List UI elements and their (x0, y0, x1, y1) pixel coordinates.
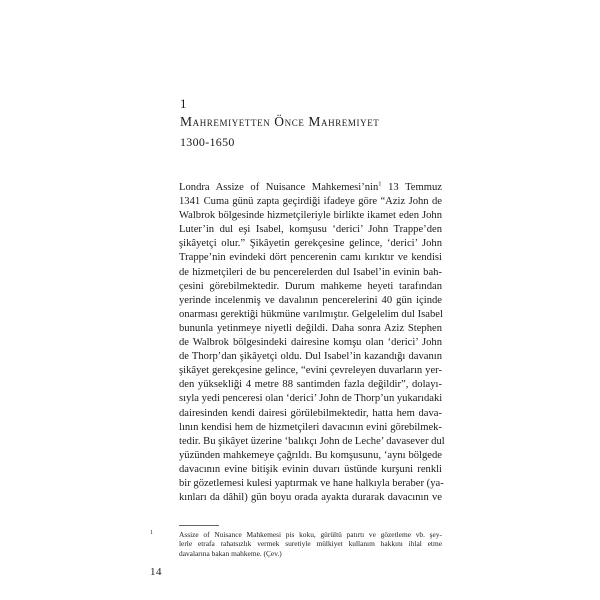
body-line-text: yerinde incelenmiş ve davalının pencerelerini 40 gün içinde (179, 294, 442, 306)
body-line (179, 364, 442, 378)
body-line-text: de Walbrok bölgesindeki dairesine komşu olan ‘derici’ John (179, 337, 442, 349)
page-number: 14 (150, 566, 162, 578)
body-line (179, 407, 442, 421)
body-line-text: çesini görebilmektedir. Durum mahkeme heyeti tarafından (179, 280, 442, 292)
footnote-line: davalarına bakan mahkeme. (Çev.) (179, 548, 282, 558)
body-line (179, 435, 445, 449)
body-line (179, 280, 442, 294)
body-line (179, 350, 442, 364)
body-line (179, 491, 442, 505)
body-line (179, 294, 442, 308)
body-line (179, 308, 442, 322)
body-line-text: şikâyetçi olur.” Şikâyetin gerekçesine gelince, ‘derici’ John (179, 238, 442, 250)
body-line-text: lının kendisi hem de hizmetçileri davacının evini görebilmek- (179, 421, 442, 433)
body-line-text: onarması gerektiği hükmüne varılmıştır. Gelgelelim dul Isabel (179, 308, 443, 320)
footnote-reference: 1 (378, 180, 382, 188)
body-text (179, 180, 445, 505)
body-line (179, 463, 442, 477)
chapter-heading (180, 96, 480, 150)
body-line (179, 449, 442, 463)
footnote-line: Assize of Nuisance Mahkemesi pis koku, gürültü patırtı ve gözetleme vb. şey- (179, 530, 442, 539)
body-line-text: de Thorp’dan şikâyetçi oldu. Dul Isabel’in kazandığı davanın (179, 351, 442, 363)
body-line-text: kınları da dâhil) gün boyu orada ayakta durarak davacının ve (179, 492, 442, 504)
body-line (179, 392, 442, 406)
body-line-text: şikâyet gerekçesine gelince, “evini çevreleyen duvarların yer- (179, 365, 442, 377)
body-line (179, 336, 442, 350)
footnote-text (179, 530, 442, 558)
body-line (179, 378, 442, 392)
body-line-text: Walbrok bölgesinde hizmetçileriyle birlikte ikamet eden John (179, 210, 442, 222)
chapter-years: 1300-1650 (180, 135, 235, 149)
body-line-text: Trappe’nin evindeki dört pencerenin camı kırıktır ve kendisi (179, 252, 442, 264)
footnote-mark: 1 (150, 530, 153, 536)
body-line (179, 251, 442, 265)
body-line (179, 209, 442, 223)
body-line-text: de hizmetçileri de bu pencerelerden dul Isabel’in evinin bah- (179, 266, 442, 278)
body-line-text: 1341 Cuma günü zapta geçirdiği ifadeye göre “Aziz John de (179, 196, 442, 208)
body-line-text: bununla yetinmeye niyetli değildi. Daha sonra Aziz Stephen (179, 322, 442, 334)
footnote-rule (179, 525, 219, 526)
body-line (179, 181, 442, 195)
body-line-text: bir gözetlemesi kulesi yaptırmak ve hane halkıyla beraber (ya- (179, 477, 444, 489)
body-line (179, 322, 442, 336)
body-line (179, 421, 442, 435)
body-line-text: davacının evine bitişik evinin duvarı üstünde kurşuni renkli (179, 463, 442, 475)
body-line (179, 223, 442, 237)
body-line-text: Luter’in dul eşi Isabel, komşusu ‘derici’ John Trappe’den (179, 224, 442, 236)
body-line-text: tedir. Bu şikâyet üzerine ‘balıkçı John de Leche’ davasever dul (179, 435, 445, 447)
footnote-line: lerle etrafa rahatsızlık vermek suretiyle mülkiyet kullanım hakkını ihlal etme (179, 539, 442, 549)
body-line-text: 13 Temmuz (381, 182, 442, 193)
body-line (179, 477, 442, 491)
body-line-text: dairesinden kendi dairesi görülebilmektedir, hatta hem dava- (179, 407, 442, 419)
body-line-text: yüzünden mahkemeye çağrıldı. Bu komşusunu, ‘aynı bölgede (179, 449, 442, 461)
body-line (179, 237, 442, 251)
body-line (179, 266, 442, 280)
body-line-text: Londra Assize of Nuisance Mahkemesi’nin (179, 182, 379, 193)
body-line-text: den yüksekliği 4 metre 88 santimden fazla değildir”, dolayı- (179, 379, 442, 391)
body-line-text: sıyla yedi penceresi olan ‘derici’ John de Thorp’un yukarıdaki (179, 393, 443, 405)
body-line (179, 195, 442, 209)
chapter-title: Mahremiyetten Önce Mahremiyet (180, 114, 380, 129)
chapter-number: 1 (180, 96, 187, 111)
